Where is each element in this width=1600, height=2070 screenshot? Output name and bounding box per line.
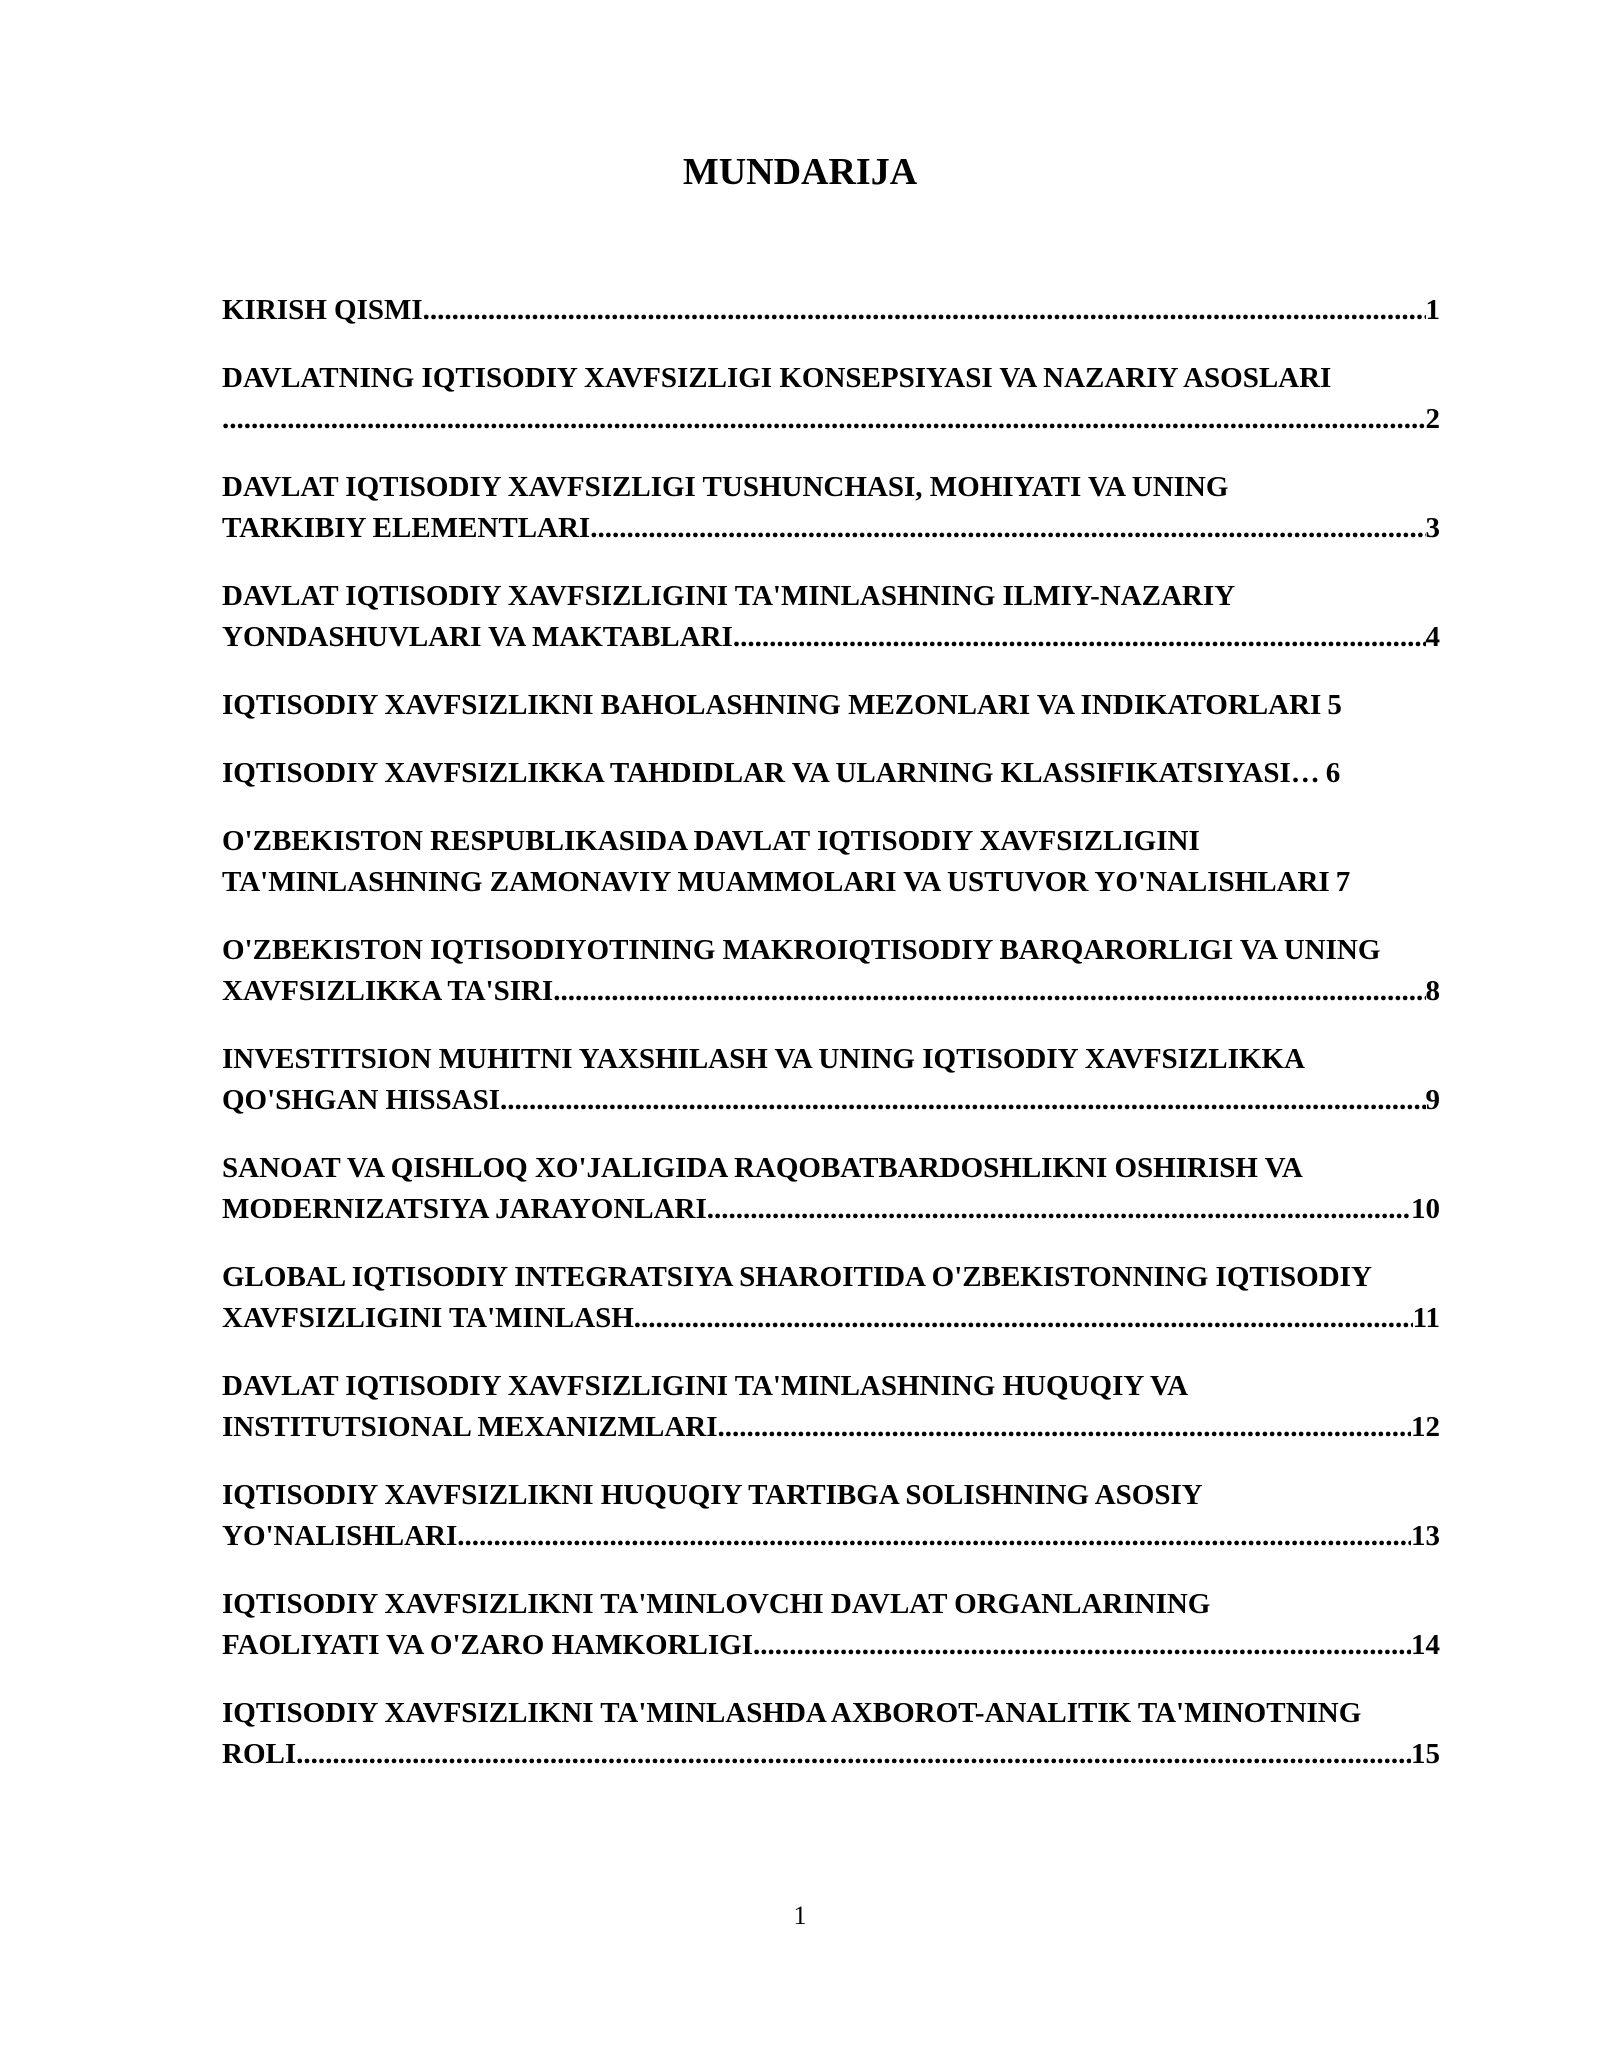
toc-page-number: 8 bbox=[1425, 975, 1440, 1007]
toc-page-number: 11 bbox=[1412, 1302, 1440, 1334]
dot-leader bbox=[590, 508, 1425, 549]
toc-page-number: 1 bbox=[1425, 294, 1440, 326]
dot-leader bbox=[718, 1407, 1411, 1448]
toc-entry[interactable] bbox=[222, 821, 1440, 903]
toc-entry-title-line: SANOAT VA QISHLOQ XO'JALIGIDA RAQOBATBARDOSHLIKNI OSHIRISH VA bbox=[222, 1152, 1303, 1184]
toc-entry[interactable] bbox=[222, 358, 1440, 440]
toc-entry[interactable] bbox=[222, 1039, 1440, 1121]
toc-entry-last-line bbox=[222, 685, 1440, 726]
toc-entry-title: XAVFSIZLIKKA TA'SIRI bbox=[222, 975, 554, 1007]
toc-page-number: 10 bbox=[1411, 1193, 1440, 1225]
toc-entry[interactable] bbox=[222, 1693, 1440, 1775]
toc-entry-last-line bbox=[222, 753, 1440, 794]
toc-entry-title-line: DAVLAT IQTISODIY XAVFSIZLIGI TUSHUNCHASI, MOHIYATI VA UNING bbox=[222, 471, 1229, 503]
dot-leader bbox=[457, 1516, 1411, 1557]
toc-entry-title-line: IQTISODIY XAVFSIZLIKNI TA'MINLASHDA AXBOROT-ANALITIK TA'MINOTNING bbox=[222, 1697, 1362, 1729]
toc-entry-last-line bbox=[222, 1625, 1440, 1666]
toc-entry[interactable] bbox=[222, 1475, 1440, 1557]
toc-entry-title: IQTISODIY XAVFSIZLIKNI BAHOLASHNING MEZONLARI VA INDIKATORLARI bbox=[222, 689, 1322, 721]
toc-entry-title: TA'MINLASHNING ZAMONAVIY MUAMMOLARI VA USTUVOR YO'NALISHLARI bbox=[222, 866, 1330, 898]
toc-entry-last-line bbox=[222, 1734, 1440, 1775]
toc-entry[interactable] bbox=[222, 576, 1440, 658]
dot-leader bbox=[423, 290, 1426, 331]
toc-page-number: 12 bbox=[1411, 1411, 1440, 1443]
toc-entry-last-line bbox=[222, 290, 1440, 331]
toc-entry-last-line bbox=[222, 399, 1440, 440]
toc-page-number: 14 bbox=[1411, 1629, 1440, 1661]
table-of-contents bbox=[222, 290, 1440, 1802]
toc-entry-last-line bbox=[222, 1298, 1440, 1339]
toc-entry-title-line: DAVLATNING IQTISODIY XAVFSIZLIGI KONSEPSIYASI VA NAZARIY ASOSLARI bbox=[222, 362, 1332, 394]
toc-entry-title: YO'NALISHLARI bbox=[222, 1520, 458, 1552]
page-number: 1 bbox=[793, 1901, 807, 1930]
toc-entry[interactable] bbox=[222, 1366, 1440, 1448]
toc-entry-title-line: IQTISODIY XAVFSIZLIKNI HUQUQIY TARTIBGA SOLISHNING ASOSIY bbox=[222, 1479, 1203, 1511]
dot-leader bbox=[634, 1298, 1413, 1339]
toc-entry-title-line: O'ZBEKISTON IQTISODIYOTINING MAKROIQTISODIY BARQARORLIGI VA UNING bbox=[222, 934, 1381, 966]
toc-page-number: 3 bbox=[1425, 512, 1440, 544]
toc-entry-title: QO'SHGAN HISSASI bbox=[222, 1084, 501, 1116]
toc-entry-title-line: GLOBAL IQTISODIY INTEGRATSIYA SHAROITIDA O'ZBEKISTONNING IQTISODIY bbox=[222, 1261, 1372, 1293]
toc-entry[interactable] bbox=[222, 1584, 1440, 1666]
toc-page-number: 7 bbox=[1335, 866, 1351, 898]
toc-entry-title: MODERNIZATSIYA JARAYONLARI bbox=[222, 1193, 707, 1225]
toc-entry-title: YONDASHUVLARI VA MAKTABLARI bbox=[222, 621, 733, 653]
toc-page-number: 5 bbox=[1327, 689, 1342, 721]
toc-entry[interactable] bbox=[222, 290, 1440, 331]
toc-entry-title: XAVFSIZLIGINI TA'MINLASH bbox=[222, 1302, 634, 1334]
toc-page-number: 4 bbox=[1425, 621, 1440, 653]
toc-page-number: 13 bbox=[1411, 1520, 1440, 1552]
toc-entry-last-line bbox=[222, 1516, 1440, 1557]
toc-entry-title: IQTISODIY XAVFSIZLIKKA TAHDIDLAR VA ULARNING KLASSIFIKATSIYASI… bbox=[222, 757, 1320, 789]
dot-leader bbox=[553, 971, 1425, 1012]
toc-entry[interactable] bbox=[222, 685, 1440, 726]
toc-entry-title-line: INVESTITSION MUHITNI YAXSHILASH VA UNING IQTISODIY XAVFSIZLIKKA bbox=[222, 1043, 1305, 1075]
toc-entry-last-line bbox=[222, 508, 1440, 549]
toc-entry-title-line: DAVLAT IQTISODIY XAVFSIZLIGINI TA'MINLASHNING HUQUQIY VA bbox=[222, 1370, 1189, 1402]
toc-entry-title-line: IQTISODIY XAVFSIZLIKNI TA'MINLOVCHI DAVLAT ORGANLARINING bbox=[222, 1588, 1211, 1620]
toc-entry-title: ROLI bbox=[222, 1738, 297, 1770]
dot-leader bbox=[753, 1625, 1411, 1666]
toc-entry-last-line bbox=[222, 862, 1440, 903]
toc-entry-last-line bbox=[222, 1407, 1440, 1448]
toc-page-number: 6 bbox=[1325, 757, 1341, 789]
dot-leader bbox=[222, 399, 1426, 440]
toc-entry-last-line bbox=[222, 617, 1440, 658]
toc-page-number: 9 bbox=[1425, 1084, 1440, 1116]
dot-leader bbox=[500, 1080, 1425, 1121]
toc-page-number: 15 bbox=[1411, 1738, 1440, 1770]
toc-entry-title: TARKIBIY ELEMENTLARI bbox=[222, 512, 591, 544]
toc-entry[interactable] bbox=[222, 753, 1440, 794]
toc-entry[interactable] bbox=[222, 930, 1440, 1012]
toc-entry-last-line bbox=[222, 971, 1440, 1012]
toc-entry-title: FAOLIYATI VA O'ZARO HAMKORLIGI bbox=[222, 1629, 753, 1661]
toc-entry[interactable] bbox=[222, 1148, 1440, 1230]
toc-entry-last-line bbox=[222, 1189, 1440, 1230]
toc-entry[interactable] bbox=[222, 467, 1440, 549]
toc-entry[interactable] bbox=[222, 1257, 1440, 1339]
toc-entry-last-line bbox=[222, 1080, 1440, 1121]
dot-leader bbox=[296, 1734, 1411, 1775]
toc-entry-title: KIRISH QISMI bbox=[222, 294, 423, 326]
toc-entry-title-line: DAVLAT IQTISODIY XAVFSIZLIGINI TA'MINLASHNING ILMIY-NAZARIY bbox=[222, 580, 1236, 612]
page-title: MUNDARIJA bbox=[682, 151, 918, 193]
dot-leader bbox=[707, 1189, 1411, 1230]
toc-entry-title-line: O'ZBEKISTON RESPUBLIKASIDA DAVLAT IQTISODIY XAVFSIZLIGINI bbox=[222, 825, 1200, 857]
toc-entry-title: INSTITUTSIONAL MEXANIZMLARI bbox=[222, 1411, 718, 1443]
toc-page-number: 2 bbox=[1425, 403, 1440, 435]
dot-leader bbox=[733, 617, 1426, 658]
